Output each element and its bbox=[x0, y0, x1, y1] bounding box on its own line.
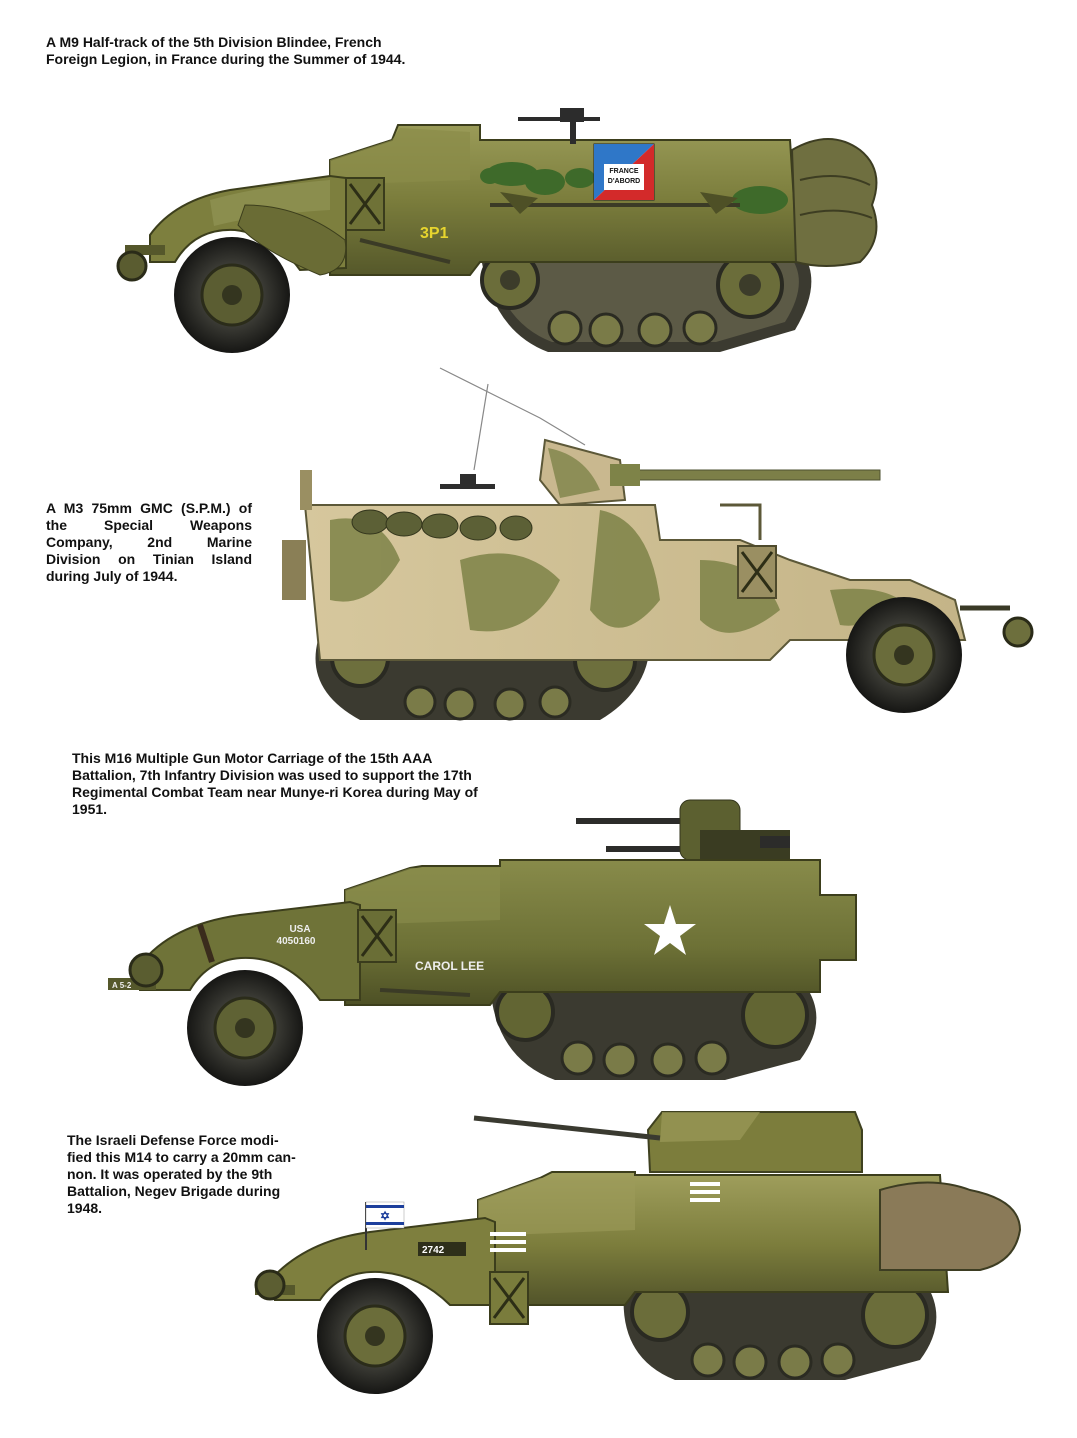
m16-carol-lee: CAROL LEE bbox=[415, 959, 485, 973]
caption-line: Battalion, 7th Infantry Division was used to support the 17th bbox=[72, 767, 472, 783]
caption-line: A M9 Half-track of the 5th Division Blindee, French bbox=[46, 34, 382, 50]
caption-line: A M3 75mm GMC (S.P.M.) of bbox=[46, 500, 252, 516]
m14-flag-star: ✡ bbox=[379, 1209, 391, 1223]
m14-registration: 2742 bbox=[422, 1245, 445, 1256]
caption-line: Division on Tinian Island bbox=[46, 551, 252, 567]
m16-hood-usa: USA bbox=[289, 924, 311, 935]
caption-line: Regimental Combat Team near Munye-ri Korea during May of bbox=[72, 784, 478, 800]
m14-cannon-barrel bbox=[474, 1118, 660, 1138]
m9-flag-text-1: FRANCE bbox=[609, 168, 639, 175]
caption-line: Battalion, Negev Brigade during bbox=[67, 1183, 281, 1199]
caption-line: fied this M14 to carry a 20mm can- bbox=[67, 1149, 296, 1165]
m16-bumper-code: A 5-2 bbox=[112, 981, 132, 990]
caption-line: Company, 2nd Marine bbox=[46, 534, 252, 550]
m9-hood-code: 3P1 bbox=[420, 225, 449, 242]
caption-line: Foreign Legion, in France during the Summer of 1944. bbox=[46, 51, 406, 67]
caption-line: the Special Weapons bbox=[46, 517, 252, 533]
caption-line: This M16 Multiple Gun Motor Carriage of the 15th AAA bbox=[72, 750, 433, 766]
caption-line: The Israeli Defense Force modi- bbox=[67, 1132, 279, 1148]
caption-line: 1948. bbox=[67, 1200, 103, 1216]
m16-hood-serial: 4050160 bbox=[276, 936, 316, 947]
caption-line: 1951. bbox=[72, 801, 108, 817]
m14-front-roller bbox=[256, 1271, 284, 1299]
caption-line: during July of 1944. bbox=[46, 568, 178, 584]
m14-front-wheel bbox=[317, 1278, 433, 1394]
m14-track bbox=[624, 1282, 937, 1380]
m14-turret bbox=[648, 1112, 862, 1172]
caption-line: non. It was operated by the 9th bbox=[67, 1166, 273, 1182]
m9-flag-text-2: D'ABORD bbox=[607, 178, 641, 185]
